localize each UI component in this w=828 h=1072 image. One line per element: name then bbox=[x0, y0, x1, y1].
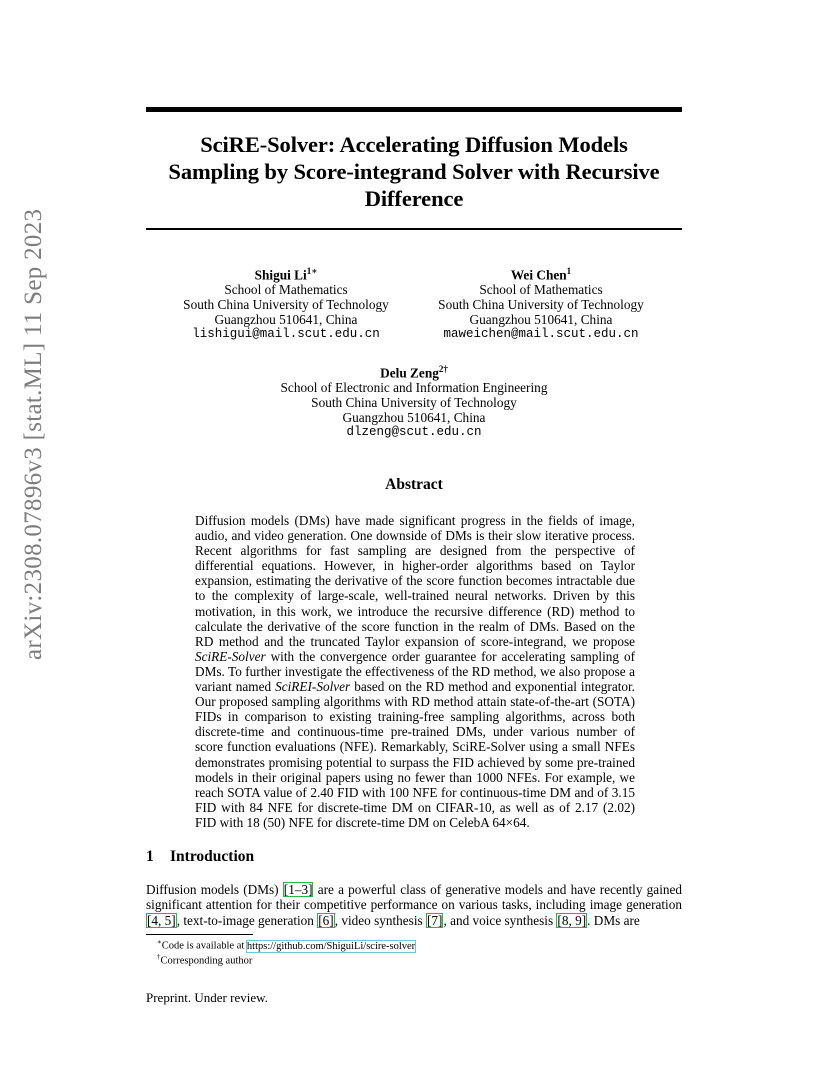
citation-link[interactable]: [7] bbox=[426, 912, 443, 928]
author-name: Wei Chen$^1$ bbox=[510, 266, 572, 283]
citation-link[interactable]: [4, 5] bbox=[147, 912, 176, 928]
author-address: Guangzhou 510641, China bbox=[214, 312, 358, 328]
author-name: Shigui $Li^{1∗}$ bbox=[254, 266, 318, 283]
title-bottom-rule bbox=[146, 228, 682, 230]
footnote-rule bbox=[146, 934, 253, 935]
author-address: Guangzhou 510641, China bbox=[342, 410, 486, 426]
footnote-code: ∗Code is available at https://github.com/ShiguiLi/scire-solver bbox=[157, 938, 416, 952]
title-top-rule bbox=[146, 107, 682, 112]
abstract-body: Diffusion models (DMs) have made significant progress in the fields of image, audio, and video generation. One downside of DMs is their slow iterative process. Recent algorithms for fast sampling are designed from the perspective of differential equations. However, in higher-order algorithms based on Taylor expansion, estimating the derivative of the score function becomes intractable due to the complexity of large-scale, well-trained neural networks. Driven by this motivation, in this work, we introduce the recursive difference (RD) method to calculate the derivative of the score function in the realm of DMs. Based on the RD method and the truncated Taylor expansion of score-integrand, we propose SciRE-Solver with the convergence order guarantee for accelerating sampling of DMs. To further investigate the effectiveness of the RD method, we also propose a variant named SciREI-Solver based on the RD method and exponential integrator. Our proposed sampling algorithms with RD method attain state-of-the-art (SOTA) FIDs in comparison to existing training-free sampling algorithms, across both discrete-time and continuous-time pre-trained DMs, under various number of score function evaluations (NFE). Remarkably, SciRE-Solver using a small NFEs demonstrates promising potential to surpass the FID achieved by some pre-trained models in their original papers using no fewer than 1000 NFEs. For example, we reach SOTA value of 2.40 FID with 100 NFE for continuous-time DM and of 3.15 FID with 84 NFE for discrete-time DM on CIFAR-10, as well as of 2.17 (2.02) FID with 18 (50) NFE for discrete-time DM on CelebA 64×64. bbox=[195, 513, 635, 830]
section-number: 1 bbox=[146, 848, 154, 865]
title-line-3: Difference bbox=[364, 186, 464, 211]
author-email: dlzeng@scut.edu.cn bbox=[346, 425, 482, 440]
footnote-corresponding: †Corresponding author bbox=[157, 953, 253, 967]
introduction-paragraph: Diffusion models (DMs) [1–3] are a powerful class of generative models and have recently gained significant attention for their competitive performance on various tasks, including image generation [4, 5], text-to-image generation [6], video synthesis [7], and voice synthesis [8, 9]. DMs are bbox=[146, 882, 683, 928]
section-title: Introduction bbox=[170, 848, 255, 865]
citation-link[interactable]: [8, 9] bbox=[557, 912, 587, 928]
abstract-heading: Abstract bbox=[385, 476, 443, 493]
citation-link[interactable]: [1–3] bbox=[283, 882, 313, 897]
author-block-2 bbox=[421, 264, 661, 342]
method-name: SciRE-Solver bbox=[195, 648, 266, 664]
paper-title bbox=[140, 131, 688, 212]
author-block-3 bbox=[264, 362, 564, 440]
author-dept: School of Mathematics bbox=[224, 282, 348, 298]
github-url-link[interactable]: https://github.com/ShiguiLi/scire-solver bbox=[246, 940, 416, 952]
author-dept: School of Electronic and Information Engineering bbox=[280, 380, 548, 396]
title-line-2: Sampling by Score-integrand Solver with Recursive bbox=[168, 159, 660, 184]
citation-link[interactable]: [6] bbox=[318, 912, 334, 928]
variant-name: SciREI-Solver bbox=[275, 679, 351, 695]
author-dept: School of Mathematics bbox=[479, 282, 603, 298]
arxiv-identifier-text: arXiv:2308.07896v3 [stat.ML] 11 Sep 2023 bbox=[20, 208, 47, 660]
author-name: Delu Zeng$^{2\dagger}$ bbox=[380, 364, 448, 381]
author-university: South China University of Technology bbox=[311, 395, 517, 411]
author-block-1 bbox=[166, 264, 406, 342]
preprint-note: Preprint. Under review. bbox=[146, 990, 268, 1005]
author-university: South China University of Technology bbox=[183, 297, 389, 313]
author-address: Guangzhou 510641, China bbox=[469, 312, 613, 328]
section-heading-introduction bbox=[146, 848, 254, 866]
title-line-1: SciRE-Solver: Accelerating Diffusion Models bbox=[200, 132, 628, 157]
author-email: lishigui@mail.scut.edu.cn bbox=[192, 327, 380, 342]
author-email: maweichen@mail.scut.edu.cn bbox=[443, 327, 639, 342]
author-university: South China University of Technology bbox=[438, 297, 644, 313]
